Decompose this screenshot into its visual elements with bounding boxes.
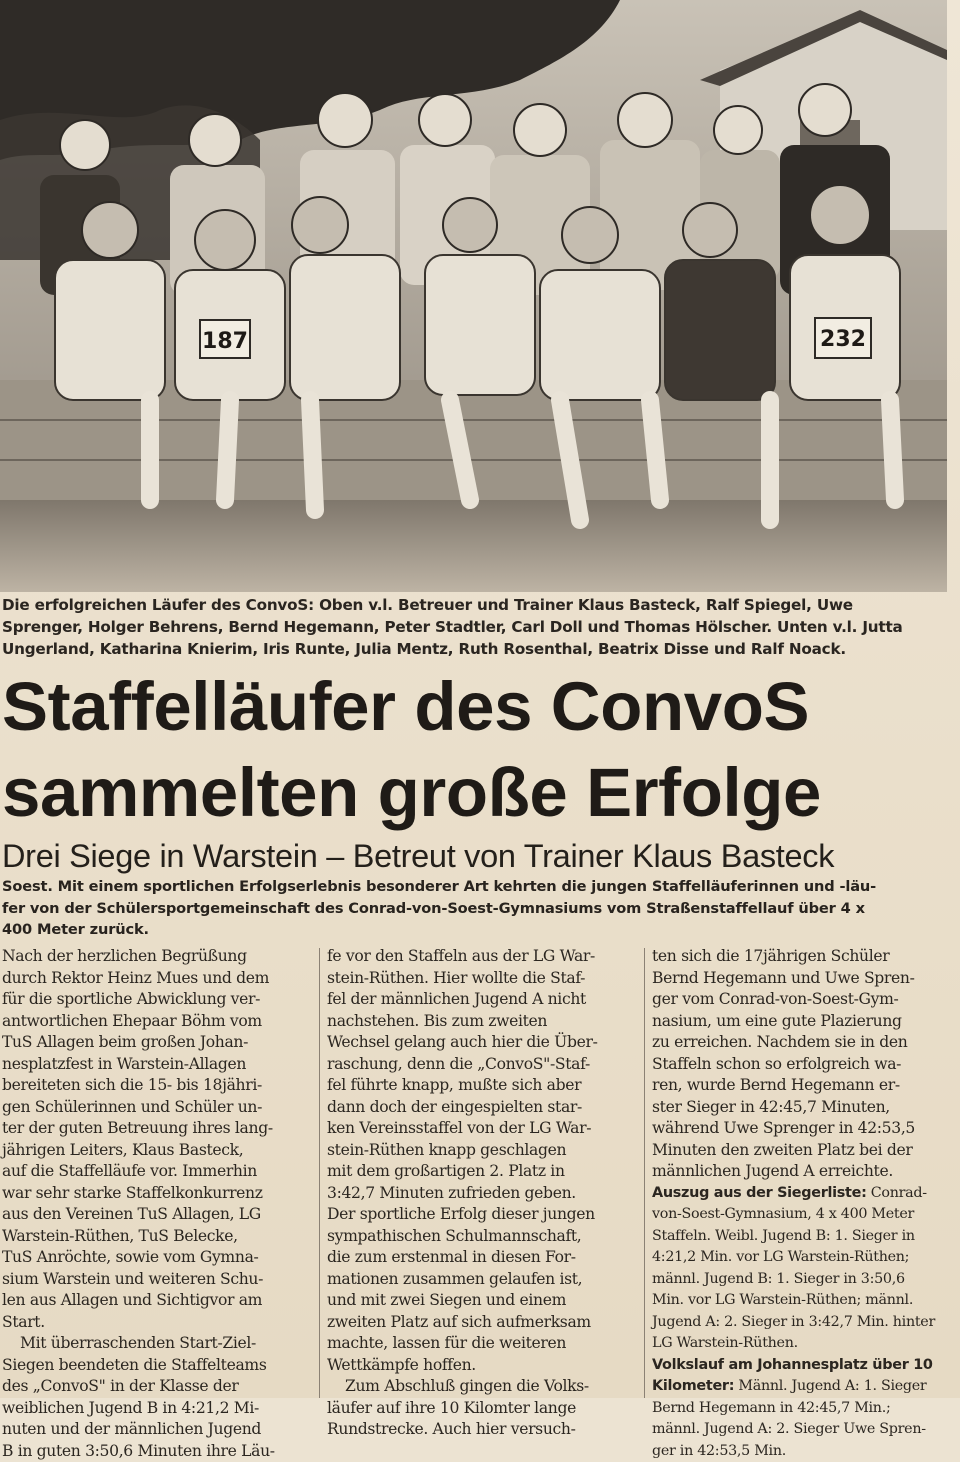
text-line: aus den Vereinen TuS Allagen, LG bbox=[2, 1204, 314, 1226]
text-line: antwortlichen Ehepaar Böhm vom bbox=[2, 1011, 314, 1033]
text-line: gen Schülerinnen und Schüler un- bbox=[2, 1097, 314, 1119]
text-line: Bernd Hegemann und Uwe Spren- bbox=[652, 968, 952, 990]
text-line: Conrad- bbox=[871, 1185, 927, 1201]
text-line: mationen zusammen gelaufen ist, bbox=[327, 1269, 639, 1291]
text-line: Min. vor LG Warstein-Rüthen; männl. bbox=[652, 1290, 952, 1312]
article-column-3 bbox=[652, 946, 952, 1462]
text-line: len aus Allagen und Sichtigvor am bbox=[2, 1290, 314, 1312]
text-line: läufer auf ihre 10 Kilomter lange bbox=[327, 1398, 639, 1420]
text-line: 4:21,2 Min. vor LG Warstein-Rüthen; bbox=[652, 1247, 952, 1269]
text-line: dann doch der eingespielten star- bbox=[327, 1097, 639, 1119]
text-line: Männl. Jugend A: 1. Sieger bbox=[738, 1378, 926, 1394]
column-divider bbox=[319, 948, 320, 1398]
text-line: männl. Jugend A: 2. Sieger Uwe Spren- bbox=[652, 1419, 952, 1441]
text-line: sium Warstein und weiteren Schu- bbox=[2, 1269, 314, 1291]
text-line: nasium, um eine gute Plazierung bbox=[652, 1011, 952, 1033]
caption-line: Sprenger, Holger Behrens, Bernd Hegemann, Peter Stadtler, Carl Doll und Thomas Hölscher. Unten v.l. Jutta bbox=[2, 616, 952, 638]
article-column-1 bbox=[2, 946, 314, 1462]
bib-number-right: 232 bbox=[820, 327, 866, 352]
text-line: B in guten 3:50,6 Minuten ihre Läu- bbox=[2, 1441, 314, 1462]
text-line: mit dem großartigen 2. Platz in bbox=[327, 1161, 639, 1183]
lead-line: 400 Meter zurück. bbox=[2, 919, 950, 941]
text-line: fel der männlichen Jugend A nicht bbox=[327, 989, 639, 1011]
photo-caption bbox=[2, 594, 952, 660]
text-line: ken Vereinsstaffel von der LG War- bbox=[327, 1118, 639, 1140]
team-photo bbox=[0, 0, 947, 592]
text-line: Rundstrecke. Auch hier versuch- bbox=[327, 1419, 639, 1441]
text-line bbox=[652, 1376, 952, 1398]
text-line: zweiten Platz auf sich aufmerksam bbox=[327, 1312, 639, 1334]
results-heading: Auszug aus der Siegerliste: bbox=[652, 1185, 867, 1201]
text-line: für die sportliche Abwicklung ver- bbox=[2, 989, 314, 1011]
lead-line: fer von der Schülersportgemeinschaft des Conrad-von-Soest-Gymnasiums vom Straßenstaffellauf über 4 x bbox=[2, 898, 950, 920]
text-line: raschung, denn die „ConvoS"-Staf- bbox=[327, 1054, 639, 1076]
text-line: Jugend A: 2. Sieger in 3:42,7 Min. hinter bbox=[652, 1312, 952, 1334]
text-line: 3:42,7 Minuten zufrieden geben. bbox=[327, 1183, 639, 1205]
text-line: Zum Abschluß gingen die Volks- bbox=[327, 1376, 639, 1398]
headline bbox=[2, 664, 952, 836]
text-line: Warstein-Rüthen, TuS Belecke, bbox=[2, 1226, 314, 1248]
text-line: war sehr starke Staffelkonkurrenz bbox=[2, 1183, 314, 1205]
text-line: nachstehen. Bis zum zweiten bbox=[327, 1011, 639, 1033]
text-line: nesplatzfest in Warstein-Allagen bbox=[2, 1054, 314, 1076]
text-line: ten sich die 17jährigen Schüler bbox=[652, 946, 952, 968]
text-line: sympathischen Schulmannschaft, bbox=[327, 1226, 639, 1248]
text-line: fe vor den Staffeln aus der LG War- bbox=[327, 946, 639, 968]
volkslauf-heading: Volkslauf am Johannesplatz über 10 bbox=[652, 1357, 933, 1373]
caption-line: Ungerland, Katharina Knierim, Iris Runte, Julia Mentz, Ruth Rosenthal, Beatrix Disse und Ralf Noack. bbox=[2, 638, 952, 660]
text-line: jährigen Leiters, Klaus Basteck, bbox=[2, 1140, 314, 1162]
text-line: TuS Allagen beim großen Johan- bbox=[2, 1032, 314, 1054]
text-line: Bernd Hegemann in 42:45,7 Min.; bbox=[652, 1398, 952, 1420]
headline-line-2: sammelten große Erfolge bbox=[2, 750, 952, 836]
text-line: Wettkämpfe hoffen. bbox=[327, 1355, 639, 1377]
text-line bbox=[652, 1355, 952, 1377]
lead-paragraph bbox=[2, 876, 950, 941]
text-line: Nach der herzlichen Begrüßung bbox=[2, 946, 314, 968]
text-line: männl. Jugend B: 1. Sieger in 3:50,6 bbox=[652, 1269, 952, 1291]
text-line: Der sportliche Erfolg dieser jungen bbox=[327, 1204, 639, 1226]
text-line: Start. bbox=[2, 1312, 314, 1334]
text-line: stein-Rüthen. Hier wollte die Staf- bbox=[327, 968, 639, 990]
text-line: bereiteten sich die 15- bis 18jähri- bbox=[2, 1075, 314, 1097]
text-line: Minuten den zweiten Platz bei der bbox=[652, 1140, 952, 1162]
text-line: TuS Anröchte, sowie vom Gymna- bbox=[2, 1247, 314, 1269]
lead-line: Soest. Mit einem sportlichen Erfolgserlebnis besonderer Art kehrten die jungen Staffelläuferinnen und -läu- bbox=[2, 876, 950, 898]
text-line: ren, wurde Bernd Hegemann er- bbox=[652, 1075, 952, 1097]
bib-number-left: 187 bbox=[202, 329, 248, 354]
text-line: ster Sieger in 42:45,7 Minuten, bbox=[652, 1097, 952, 1119]
text-line: Wechsel gelang auch hier die Über- bbox=[327, 1032, 639, 1054]
results-list bbox=[652, 1183, 952, 1205]
text-line: Staffeln. Weibl. Jugend B: 1. Sieger in bbox=[652, 1226, 952, 1248]
text-line: von-Soest-Gymnasium, 4 x 400 Meter bbox=[652, 1204, 952, 1226]
text-line: auf die Staffelläufe vor. Immerhin bbox=[2, 1161, 314, 1183]
text-line: ter der guten Betreuung ihres lang- bbox=[2, 1118, 314, 1140]
text-line: machte, lassen für die weiteren bbox=[327, 1333, 639, 1355]
volkslauf-heading: Kilometer: bbox=[652, 1378, 734, 1394]
caption-line: Die erfolgreichen Läufer des ConvoS: Oben v.l. Betreuer und Trainer Klaus Basteck, Ralf Spiegel, Uwe bbox=[2, 594, 952, 616]
text-line: weiblichen Jugend B in 4:21,2 Mi- bbox=[2, 1398, 314, 1420]
subheadline: Drei Siege in Warstein – Betreut von Trainer Klaus Basteck bbox=[2, 834, 952, 878]
text-line: Staffeln schon so erfolgreich wa- bbox=[652, 1054, 952, 1076]
text-line: die zum erstenmal in diesen For- bbox=[327, 1247, 639, 1269]
text-line: zu erreichen. Nachdem sie in den bbox=[652, 1032, 952, 1054]
text-line: Mit überraschenden Start-Ziel- bbox=[2, 1333, 314, 1355]
article-column-2 bbox=[327, 946, 639, 1441]
text-line: LG Warstein-Rüthen. bbox=[652, 1333, 952, 1355]
text-line: ger in 42:53,5 Min. bbox=[652, 1441, 952, 1462]
text-line: ger vom Conrad-von-Soest-Gym- bbox=[652, 989, 952, 1011]
text-line: nuten und der männlichen Jugend bbox=[2, 1419, 314, 1441]
text-line: fel führte knapp, mußte sich aber bbox=[327, 1075, 639, 1097]
text-line: durch Rektor Heinz Mues und dem bbox=[2, 968, 314, 990]
text-line: männlichen Jugend A erreichte. bbox=[652, 1161, 952, 1183]
column-divider bbox=[644, 948, 645, 1398]
text-line: während Uwe Sprenger in 42:53,5 bbox=[652, 1118, 952, 1140]
text-line: des „ConvoS" in der Klasse der bbox=[2, 1376, 314, 1398]
text-line: Siegen beendeten die Staffelteams bbox=[2, 1355, 314, 1377]
text-line: stein-Rüthen knapp geschlagen bbox=[327, 1140, 639, 1162]
team-photo-illustration bbox=[0, 0, 947, 592]
text-line: und mit zwei Siegen und einem bbox=[327, 1290, 639, 1312]
headline-line-1: Staffelläufer des ConvoS bbox=[2, 664, 952, 750]
